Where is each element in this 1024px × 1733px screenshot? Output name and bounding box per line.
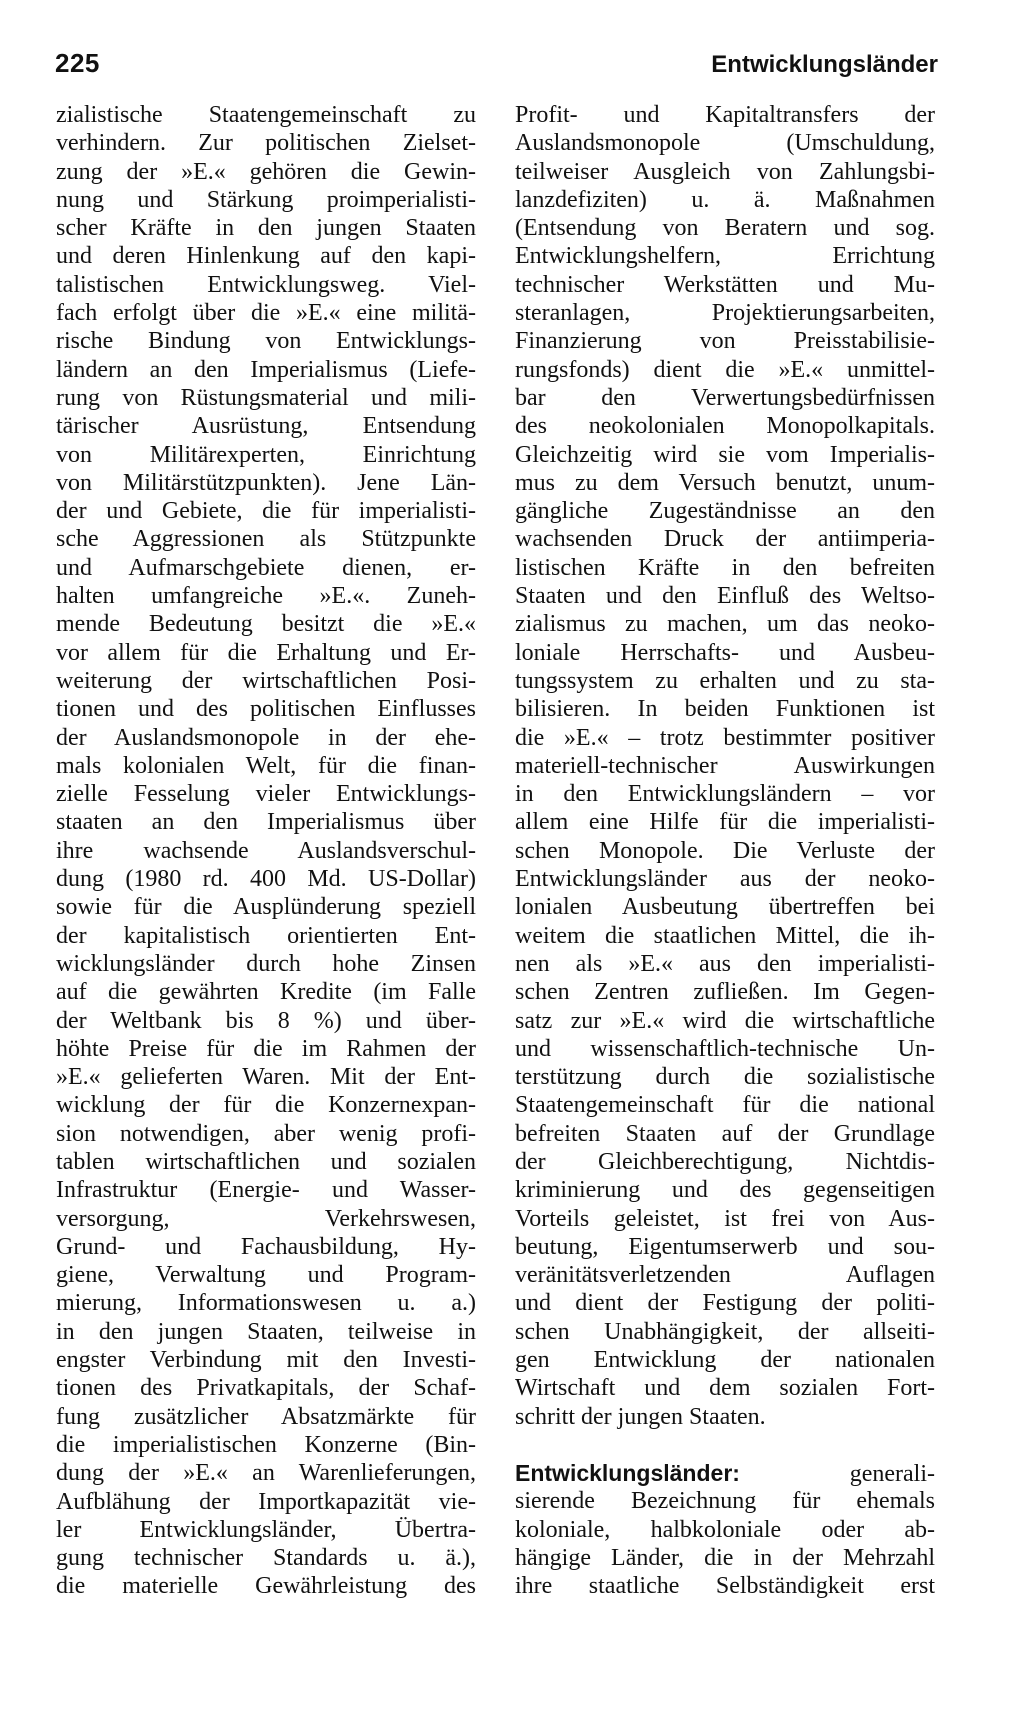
text-line: Entwicklungshelfern, Errichtung [515, 243, 935, 270]
text-line: die »E.« – trotz bestimmter positiver [515, 724, 935, 751]
text-line: gen Entwicklung der nationalen [515, 1347, 935, 1374]
text-line: mus zu dem Versuch benutzt, unum- [515, 469, 935, 496]
entry-first-line-rest: generali- [849, 1460, 935, 1487]
text-line: ler Entwicklungsländer, Übertra- [56, 1516, 476, 1543]
text-line: der Auslandsmonopole in der ehe- [56, 724, 476, 751]
text-line: tablen wirtschaftlichen und sozialen [56, 1148, 476, 1175]
text-line: und deren Hinlenkung auf den kapi- [56, 243, 476, 270]
right-column-text [515, 101, 935, 1431]
text-line: mals kolonialen Welt, für die finan- [56, 752, 476, 779]
entry-text [515, 1487, 935, 1600]
text-line: tionen des Privatkapitals, der Schaf- [56, 1375, 476, 1402]
text-line: steranlagen, Projektierungsarbeiten, [515, 300, 935, 327]
text-line: mende Bedeutung besitzt die »E.« [56, 611, 476, 638]
text-line: Entwicklungsländer aus der neoko- [515, 866, 935, 893]
text-line: kriminierung und des gegenseitigen [515, 1177, 935, 1204]
left-column [56, 101, 476, 1601]
text-line: loniale Herrschafts- und Ausbeu- [515, 639, 935, 666]
text-line: rungsfonds) dient die »E.« unmittel- [515, 356, 935, 383]
text-line: staaten an den Imperialismus über [56, 809, 476, 836]
text-line: ihre staatliche Selbständigkeit erst [515, 1573, 935, 1600]
text-line: sion notwendigen, aber wenig profi- [56, 1120, 476, 1147]
text-line: von Militärexperten, Einrichtung [56, 441, 476, 468]
text-line: koloniale, halbkoloniale oder ab- [515, 1516, 935, 1543]
text-line: gängliche Zugeständnisse an den [515, 498, 935, 525]
text-line: technischer Werkstätten und Mu- [515, 271, 935, 298]
text-line: auf die gewährten Kredite (im Falle [56, 979, 476, 1006]
text-line: hängige Länder, die in der Mehrzahl [515, 1544, 935, 1571]
text-line: mierung, Informationswesen u. a.) [56, 1290, 476, 1317]
text-line: die materielle Gewährleistung des [56, 1573, 476, 1600]
text-line: rung von Rüstungsmaterial und mili- [56, 384, 476, 411]
text-line: giene, Verwaltung und Program- [56, 1262, 476, 1289]
text-line: Profit- und Kapitaltransfers der [515, 102, 935, 128]
text-line: talistischen Entwicklungsweg. Viel- [56, 271, 476, 298]
text-line: der Gleichberechtigung, Nichtdis- [515, 1148, 935, 1175]
text-line: dung der »E.« an Warenlieferungen, [56, 1460, 476, 1487]
text-line: (Entsendung von Beratern und sog. [515, 215, 935, 242]
text-line: schen Unabhängigkeit, der allseiti- [515, 1318, 935, 1345]
text-line: halten umfangreiche »E.«. Zuneh- [56, 583, 476, 610]
text-line: materiell-technischer Auswirkungen [515, 752, 935, 779]
text-line: terstützung durch die sozialistische [515, 1064, 935, 1091]
text-line: zialistische Staatengemeinschaft zu [56, 102, 476, 128]
text-line: Staatengemeinschaft für die national [515, 1092, 935, 1119]
text-line: satz zur »E.« wird die wirtschaftliche [515, 1007, 935, 1034]
text-line: des neokolonialen Monopolkapitals. [515, 413, 935, 440]
text-line: zielle Fesselung vieler Entwicklungs- [56, 781, 476, 808]
text-line: fung zusätzlicher Absatzmärkte für [56, 1403, 476, 1430]
text-line: in den Entwicklungsländern – vor [515, 781, 935, 808]
text-line: sowie für die Ausplünderung speziell [56, 894, 476, 921]
text-line: weiterung der wirtschaftlichen Posi- [56, 667, 476, 694]
text-line: tärischer Ausrüstung, Entsendung [56, 413, 476, 440]
text-line: engster Verbindung mit den Investi- [56, 1347, 476, 1374]
text-line: wicklungsländer durch hohe Zinsen [56, 950, 476, 977]
text-line: nung und Stärkung proimperialisti- [56, 186, 476, 213]
text-line: lanzdefiziten) u. ä. Maßnahmen [515, 186, 935, 213]
text-line: tionen und des politischen Einflusses [56, 696, 476, 723]
text-line: zialismus zu machen, um das neoko- [515, 611, 935, 638]
text-line: die imperialistischen Konzerne (Bin- [56, 1431, 476, 1458]
text-line: versorgung, Verkehrswesen, [56, 1205, 476, 1232]
text-line: befreiten Staaten auf der Grundlage [515, 1120, 935, 1147]
dictionary-entry [515, 1459, 935, 1600]
text-line: der kapitalistisch orientierten Ent- [56, 922, 476, 949]
text-line: gung technischer Standards u. ä.), [56, 1545, 476, 1572]
text-line: bilisieren. In beiden Funktionen ist [515, 696, 935, 723]
text-line: der Weltbank bis 8 %) und über- [56, 1007, 476, 1034]
text-line: Grund- und Fachausbildung, Hy- [56, 1233, 476, 1260]
text-line: weitem die staatlichen Mittel, die ih- [515, 922, 935, 949]
text-line: sierende Bezeichnung für ehemals [515, 1488, 935, 1515]
text-line: dung (1980 rd. 400 Md. US-Dollar) [56, 866, 476, 893]
text-line: ländern an den Imperialismus (Liefe- [56, 356, 476, 383]
text-line: von Militärstützpunkten). Jene Län- [56, 469, 476, 496]
text-line: tungssystem zu erhalten und zu sta- [515, 667, 935, 694]
text-line: ihre wachsende Auslandsverschul- [56, 837, 476, 864]
page-number: 225 [55, 48, 100, 78]
entry-first-line [515, 1459, 935, 1487]
text-line: Infrastruktur (Energie- und Wasser- [56, 1177, 476, 1204]
text-line: »E.« gelieferten Waren. Mit der Ent- [56, 1064, 476, 1091]
text-line: verhindern. Zur politischen Zielset- [56, 130, 476, 157]
text-line: listischen Kräfte in den befreiten [515, 554, 935, 581]
text-line: Wirtschaft und dem sozialen Fort- [515, 1375, 935, 1402]
text-line: rische Bindung von Entwicklungs- [56, 328, 476, 355]
right-column [515, 101, 935, 1600]
text-line: veränitätsverletzenden Auflagen [515, 1262, 935, 1289]
text-line: wicklung der für die Konzernexpan- [56, 1092, 476, 1119]
text-line: Gleichzeitig wird sie vom Imperialis- [515, 441, 935, 468]
running-head: Entwicklungsländer [711, 51, 938, 78]
text-line: und dient der Festigung der politi- [515, 1290, 935, 1317]
text-line: lonialen Ausbeutung übertreffen bei [515, 894, 935, 921]
text-line: scher Kräfte in den jungen Staaten [56, 215, 476, 242]
text-line: und wissenschaftlich-technische Un- [515, 1035, 935, 1062]
text-line: Staaten und den Einfluß des Weltso- [515, 583, 935, 610]
text-line: und Aufmarschgebiete dienen, er- [56, 554, 476, 581]
text-line: fach erfolgt über die »E.« eine militä- [56, 300, 476, 327]
text-line: Auslandsmonopole (Umschuldung, [515, 130, 935, 157]
text-line: zung der »E.« gehören die Gewin- [56, 158, 476, 185]
text-line: bar den Verwertungsbedürfnissen [515, 384, 935, 411]
text-line: der und Gebiete, die für imperialisti- [56, 498, 476, 525]
text-line: in den jungen Staaten, teilweise in [56, 1318, 476, 1345]
text-line: Vorteils geleistet, ist frei von Aus- [515, 1205, 935, 1232]
text-line: schen Monopole. Die Verluste der [515, 837, 935, 864]
text-line: wachsenden Druck der antiimperia- [515, 526, 935, 553]
entry-headword: Entwicklungsländer: [515, 1459, 740, 1486]
text-line: vor allem für die Erhaltung und Er- [56, 639, 476, 666]
text-line: beutung, Eigentumserwerb und sou- [515, 1233, 935, 1260]
text-line: schritt der jungen Staaten. [515, 1403, 766, 1430]
text-line: Aufblähung der Importkapazität vie- [56, 1488, 476, 1515]
text-line: nen als »E.« aus den imperialisti- [515, 950, 935, 977]
text-line: teilweiser Ausgleich von Zahlungsbi- [515, 158, 935, 185]
text-line: sche Aggressionen als Stützpunkte [56, 526, 476, 553]
text-line: höhte Preise für die im Rahmen der [56, 1035, 476, 1062]
text-line: Finanzierung von Preisstabilisie- [515, 328, 935, 355]
text-line: allem eine Hilfe für die imperialisti- [515, 809, 935, 836]
text-line: schen Zentren zufließen. Im Gegen- [515, 979, 935, 1006]
